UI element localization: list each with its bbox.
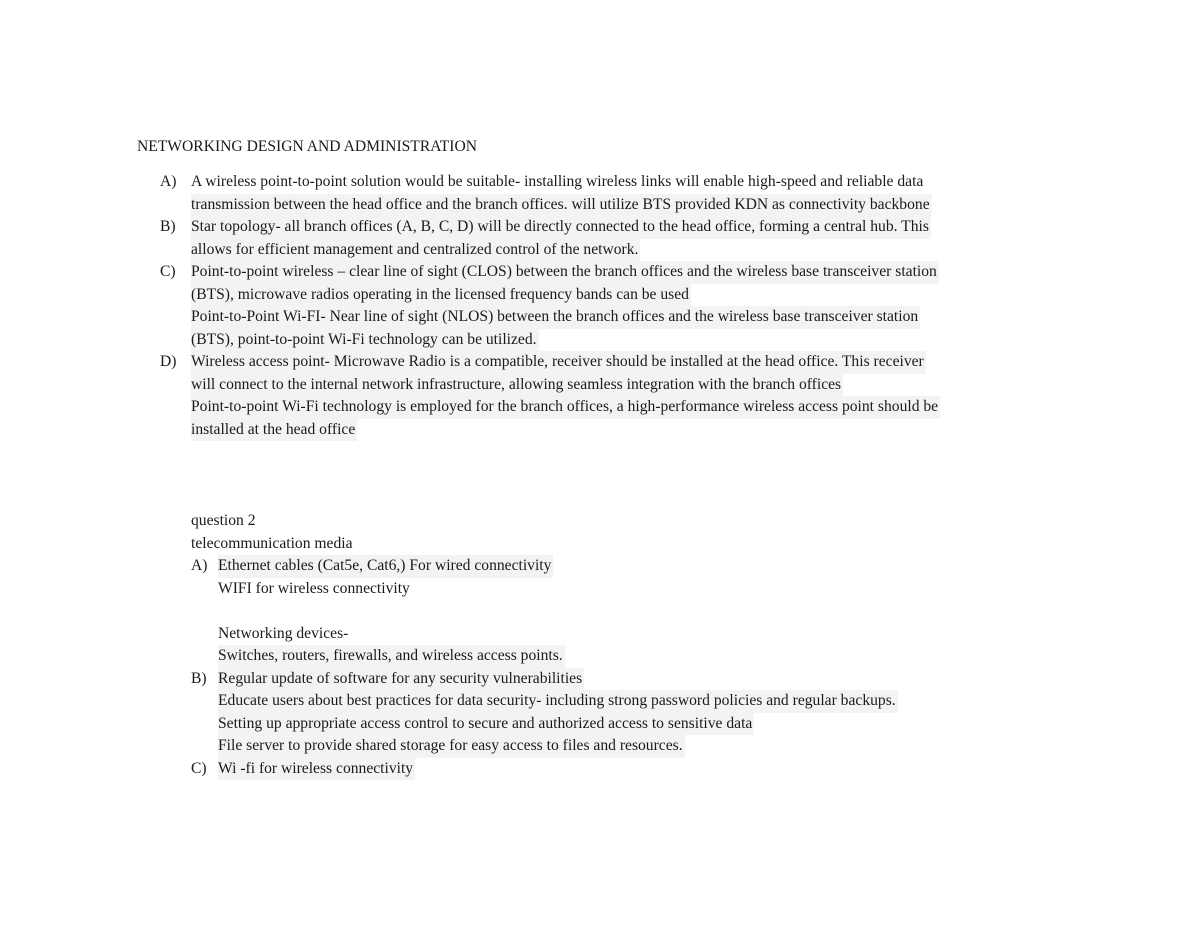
- list-item-text: [191, 171, 1080, 216]
- list-item-text: [218, 668, 1071, 758]
- question-2-item-b: [191, 668, 1071, 758]
- text-line: Wireless access point- Microwave Radio is a compatible, receiver should be installed at the head office. This receiver: [191, 351, 926, 374]
- question-2-list: [191, 555, 1071, 780]
- question-2-item-c: [191, 758, 1071, 781]
- text-line: (BTS), point-to-point Wi-Fi technology can be utilized.: [191, 329, 539, 352]
- text-line: WIFI for wireless connectivity: [218, 579, 410, 597]
- text-line: Switches, routers, firewalls, and wireless access points.: [218, 645, 565, 668]
- list-marker: A): [160, 173, 177, 190]
- text-line: Point-to-point wireless – clear line of sight (CLOS) between the branch offices and the wireless base transceiver station: [191, 261, 939, 284]
- text-line: Educate users about best practices for data security- including strong password policies and regular backups.: [218, 690, 898, 713]
- question-1-item-a: [160, 171, 1080, 216]
- list-item-text: [218, 758, 1071, 781]
- text-line: (BTS), microwave radios operating in the licensed frequency bands can be used: [191, 284, 691, 307]
- question-2-heading: question 2: [191, 512, 256, 529]
- list-item-text: [218, 555, 1071, 668]
- text-line: will connect to the internal network infrastructure, allowing seamless integration with the branch offices: [191, 374, 843, 397]
- list-marker: B): [160, 218, 176, 235]
- text-line: Point-to-Point Wi-FI- Near line of sight (NLOS) between the branch offices and the wireless base transceiver station: [191, 306, 920, 329]
- text-line: Regular update of software for any security vulnerabilities: [218, 668, 584, 691]
- list-marker: C): [191, 759, 207, 777]
- list-item-text: [191, 261, 1080, 351]
- question-2-section: [191, 510, 1071, 780]
- text-line: Ethernet cables (Cat5e, Cat6,) For wired connectivity: [218, 555, 553, 578]
- list-marker: A): [191, 557, 208, 574]
- text-line: allows for efficient management and centralized control of the network.: [191, 239, 640, 262]
- text-line: A wireless point-to-point solution would be suitable- installing wireless links will enable high-speed and reliable data: [191, 173, 924, 190]
- question-2-item-a: [191, 555, 1071, 668]
- text-line: Point-to-point Wi-Fi technology is employed for the branch offices, a high-performance wireless access point should be: [191, 396, 940, 419]
- text-line: Setting up appropriate access control to secure and authorized access to sensitive data: [218, 713, 754, 736]
- question-1-item-b: [160, 216, 1080, 261]
- question-1-list: [160, 171, 1080, 441]
- text-line: installed at the head office: [191, 419, 357, 442]
- question-2-subheading: telecommunication media: [191, 534, 353, 552]
- question-1-item-d: [160, 351, 1080, 441]
- document-title: NETWORKING DESIGN AND ADMINISTRATION: [137, 138, 478, 155]
- text-line: transmission between the head office and the branch offices. will utilize BTS provided KDN as connectivity backbone: [191, 194, 932, 217]
- text-line: Networking devices-: [218, 624, 349, 642]
- list-item-text: [191, 351, 1080, 441]
- list-marker: D): [160, 353, 177, 370]
- text-line: Star topology- all branch offices (A, B, C, D) will be directly connected to the head office, forming a central hub. This: [191, 216, 931, 239]
- text-line: Wi -fi for wireless connectivity: [218, 758, 415, 781]
- question-1-item-c: [160, 261, 1080, 351]
- list-marker: C): [160, 263, 176, 280]
- list-item-text: [191, 216, 1080, 261]
- list-marker: B): [191, 669, 207, 687]
- blank-line: [218, 600, 1071, 623]
- text-line: File server to provide shared storage for easy access to files and resources.: [218, 735, 685, 758]
